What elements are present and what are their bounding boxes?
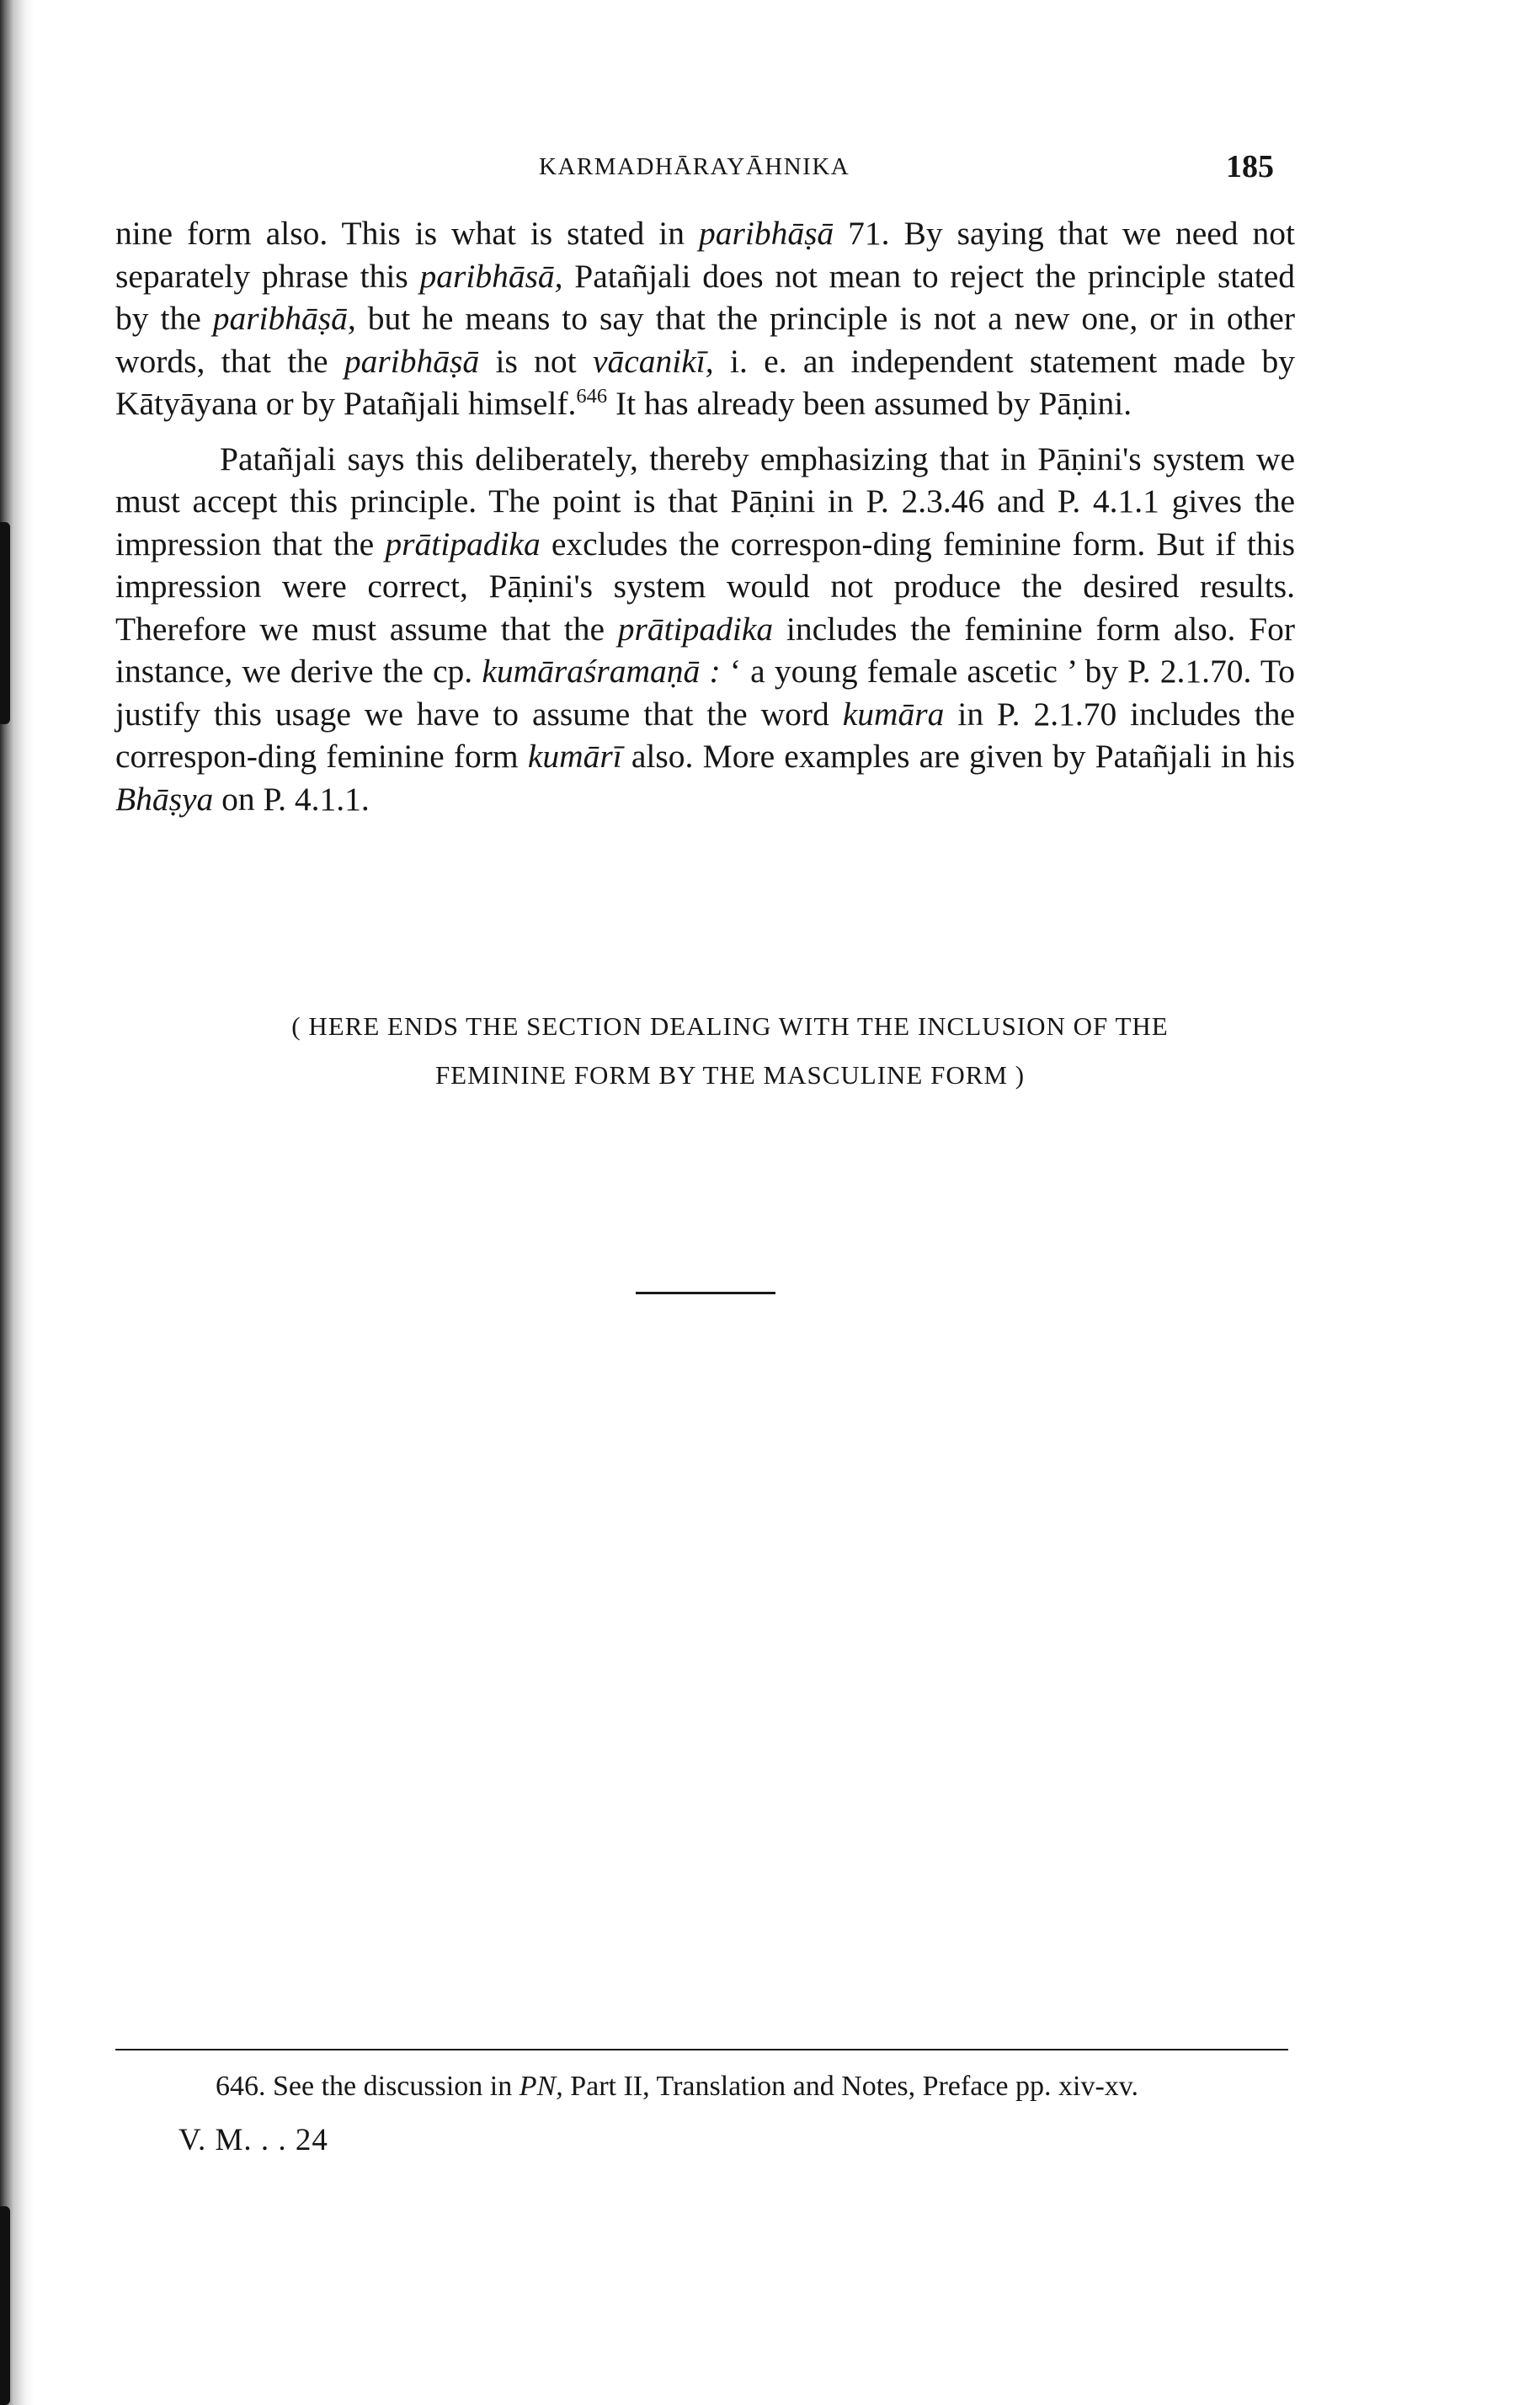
- footnote-rule: [115, 2049, 1288, 2050]
- text-run: 646. See the discussion in: [216, 2071, 520, 2102]
- printer-signature: V. M. . . 24: [179, 2123, 328, 2157]
- body-text: [115, 212, 1295, 833]
- italic-term: vācanikī,: [592, 342, 714, 380]
- italic-term: kumāra: [842, 695, 945, 733]
- binding-dark-mark: [0, 522, 10, 724]
- text-run: 71. By saying that we need not separately phrase this: [115, 215, 1295, 295]
- italic-term: prātipadika: [385, 525, 541, 563]
- section-end-line: ( HERE ENDS THE SECTION DEALING WITH THE INCLUSION OF THE: [291, 1011, 1169, 1041]
- section-divider: [636, 1292, 775, 1294]
- book-binding-shadow: [0, 0, 34, 2405]
- body-paragraph: [115, 438, 1295, 821]
- binding-dark-mark: [0, 2206, 10, 2405]
- page-number: 185: [1226, 149, 1274, 184]
- text-run: Part II, Translation and Notes, Preface pp. xiv-xv.: [562, 2071, 1139, 2102]
- text-run: ‘ a young female ascetic ’ by P. 2.1.70. To justify this usage we have to assume that the word: [115, 653, 1295, 733]
- text-run: Patañjali does not mean to reject the principle stated by the: [115, 257, 1295, 337]
- italic-term: paribhāsā,: [419, 257, 563, 295]
- text-run: It has already been assumed by Pāṇini.: [607, 385, 1132, 422]
- text-run: includes the feminine form also. For instance, we derive the cp.: [115, 610, 1295, 690]
- text-run: nine form also. This is what is stated in: [115, 215, 699, 252]
- text-run: in P. 2.1.70 includes the correspon-ding feminine form: [115, 695, 1295, 775]
- text-run: excludes the correspon-ding feminine form. But if this impression were correct, Pāṇini's system would not produce the desired results. Therefore we must assume that the: [115, 525, 1295, 648]
- italic-term: paribhāṣā: [344, 342, 480, 380]
- section-end-line: FEMININE FORM BY THE MASCULINE FORM ): [434, 1060, 1026, 1090]
- footnote-reference: 646: [576, 384, 608, 408]
- italic-term: paribhāṣā,: [212, 300, 356, 337]
- text-run: on P. 4.1.1.: [213, 780, 370, 818]
- italic-term: Bhāṣya: [115, 780, 214, 818]
- text-run: Patañjali says this deliberately, thereby emphasizing that in Pāṇini's system we must accept this principle. The point is that Pāṇini in P. 2.3.46 and P. 4.1.1 gives the impression that the: [115, 440, 1295, 563]
- body-paragraph: [115, 212, 1295, 425]
- text-run: i. e. an independent statement made by Kātyāyana or by Patañjali himself.: [115, 342, 1295, 422]
- text-run: is not: [479, 342, 593, 380]
- footnote: [216, 2067, 1138, 2106]
- italic-term: kumārī: [527, 738, 622, 775]
- italic-term: PN,: [519, 2071, 563, 2102]
- italic-term: paribhāṣā: [698, 215, 834, 252]
- italic-term: kumāraśramaṇā :: [482, 653, 721, 690]
- page-header: [0, 141, 1540, 192]
- italic-term: prātipadika: [617, 610, 774, 648]
- running-title: KARMADHĀRAYĀHNIKA: [539, 153, 850, 180]
- section-end-note: [115, 1002, 1345, 1100]
- text-run: but he means to say that the principle is not a new one, or in other words, that the: [115, 300, 1295, 380]
- text-run: also. More examples are given by Patañjali in his: [621, 738, 1295, 775]
